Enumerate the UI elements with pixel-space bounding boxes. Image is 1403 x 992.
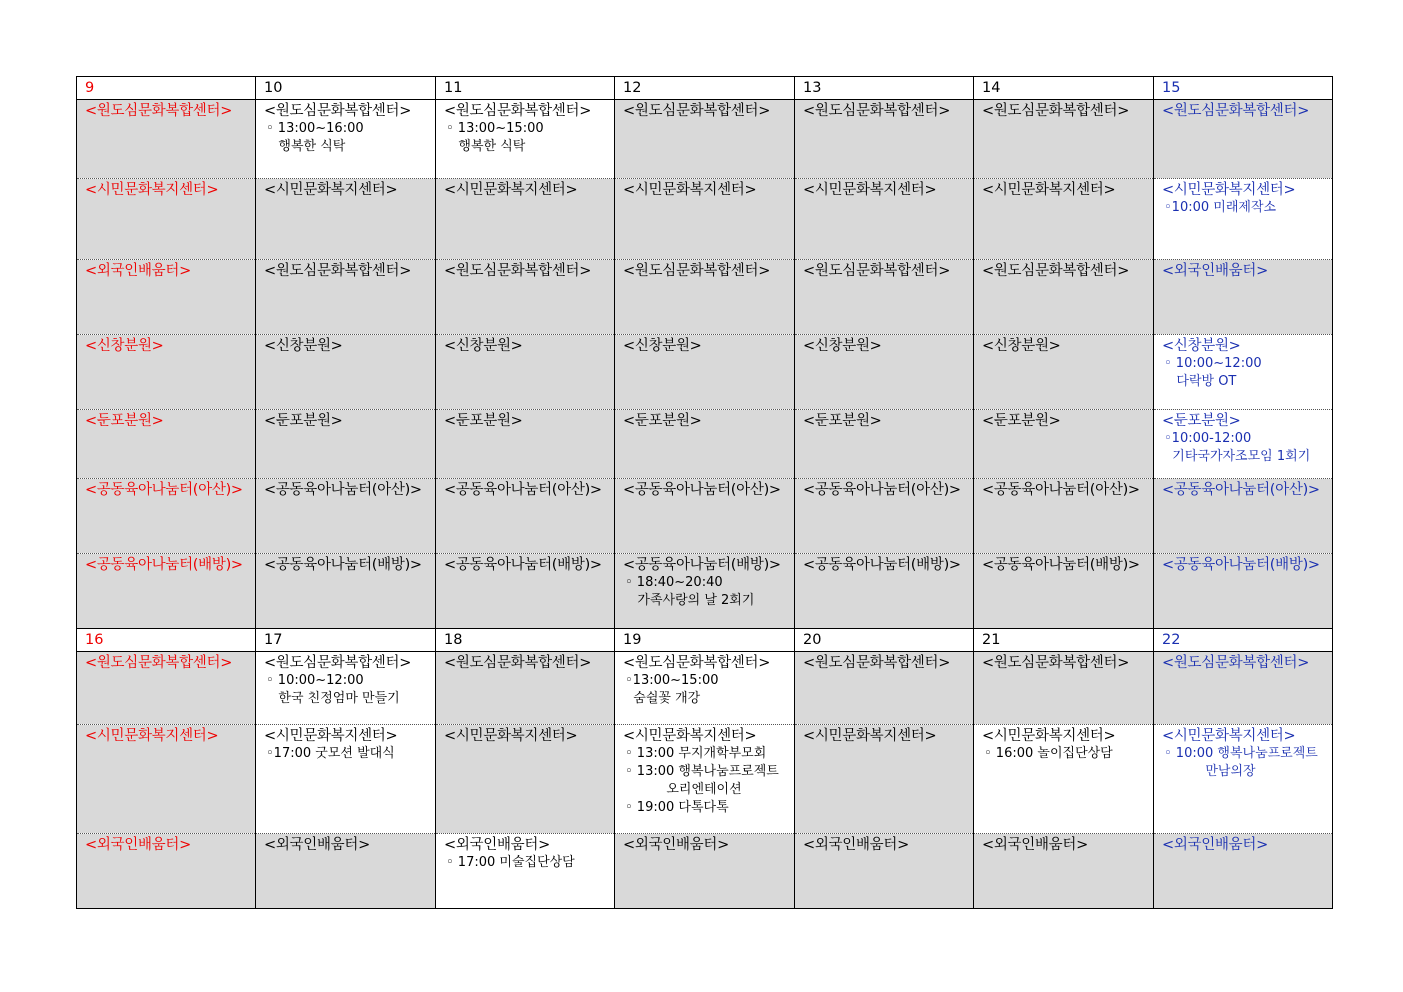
schedule-cell [436, 179, 615, 260]
venue-title: <공동육아나눔터(배방)> [444, 557, 602, 573]
date-cell: 21 [974, 629, 1154, 652]
venue-title: <외국인배움터> [85, 837, 191, 853]
schedule-cell [436, 554, 615, 629]
schedule-cell [436, 725, 615, 834]
event-line: 다락방 OT [1164, 374, 1237, 389]
schedule-cell [615, 652, 795, 725]
venue-title: <공동육아나눔터(배방)> [623, 557, 781, 573]
schedule-cell [256, 335, 436, 410]
schedule-cell [615, 554, 795, 629]
venue-title: <외국인배움터> [264, 837, 370, 853]
venue-title: <원도심문화복합센터> [803, 263, 951, 279]
venue-title: <신창분원> [264, 338, 343, 354]
venue-title: <원도심문화복합센터> [264, 103, 412, 119]
event-line: ◦ 19:00 다톡다톡 [625, 800, 729, 815]
venue-row [77, 335, 1333, 410]
venue-row [77, 179, 1333, 260]
schedule-cell [256, 260, 436, 335]
venue-row [77, 652, 1333, 725]
venue-title: <원도심문화복합센터> [982, 655, 1130, 671]
venue-title: <시민문화복지센터> [1162, 182, 1296, 198]
schedule-cell [77, 100, 256, 179]
event-line: 만남의장 [1164, 764, 1256, 779]
venue-title: <원도심문화복합센터> [982, 103, 1130, 119]
schedule-cell [77, 834, 256, 909]
schedule-cell [436, 479, 615, 554]
schedule-cell [615, 260, 795, 335]
event-line: 기타국가자조모임 1회기 [1164, 449, 1311, 464]
venue-title: <둔포분원> [623, 413, 702, 429]
venue-title: <원도심문화복합센터> [982, 263, 1130, 279]
schedule-cell [436, 260, 615, 335]
schedule-cell [974, 554, 1154, 629]
venue-title: <공동육아나눔터(아산)> [623, 482, 781, 498]
event-line: ◦ 13:00~16:00 [266, 121, 364, 136]
venue-title: <원도심문화복합센터> [444, 263, 592, 279]
event-line: ◦ 17:00 미술집단상담 [446, 855, 575, 870]
venue-title: <시민문화복지센터> [444, 728, 578, 744]
date-cell: 19 [615, 629, 795, 652]
schedule-cell [436, 100, 615, 179]
venue-title: <외국인배움터> [803, 837, 909, 853]
schedule-cell [615, 335, 795, 410]
schedule-cell [974, 100, 1154, 179]
schedule-cell [77, 335, 256, 410]
schedule-cell [256, 652, 436, 725]
venue-row [77, 100, 1333, 179]
schedule-cell [77, 554, 256, 629]
date-cell: 9 [77, 77, 256, 100]
schedule-cell [256, 554, 436, 629]
schedule-cell [795, 335, 974, 410]
schedule-cell [974, 479, 1154, 554]
venue-title: <원도심문화복합센터> [803, 103, 951, 119]
venue-title: <외국인배움터> [1162, 263, 1268, 279]
schedule-cell [795, 410, 974, 479]
monthly-schedule-calendar [76, 76, 1333, 909]
venue-title: <공동육아나눔터(아산)> [264, 482, 422, 498]
schedule-cell [256, 100, 436, 179]
date-cell: 17 [256, 629, 436, 652]
event-line: 오리엔테이션 [625, 782, 742, 797]
schedule-cell [795, 260, 974, 335]
event-line: 숨쉴꽃 개강 [625, 691, 701, 706]
venue-title: <신창분원> [982, 338, 1061, 354]
schedule-cell [1154, 335, 1333, 410]
schedule-cell [615, 100, 795, 179]
date-header-row [77, 77, 1333, 100]
venue-title: <원도심문화복합센터> [623, 655, 771, 671]
venue-title: <신창분원> [1162, 338, 1241, 354]
venue-title: <시민문화복지센터> [85, 728, 219, 744]
venue-title: <시민문화복지센터> [444, 182, 578, 198]
schedule-cell [77, 725, 256, 834]
venue-title: <공동육아나눔터(배방)> [264, 557, 422, 573]
venue-title: <둔포분원> [1162, 413, 1241, 429]
venue-title: <외국인배움터> [85, 263, 191, 279]
venue-title: <공동육아나눔터(배방)> [982, 557, 1140, 573]
schedule-cell [256, 834, 436, 909]
venue-title: <공동육아나눔터(아산)> [982, 482, 1140, 498]
date-cell: 22 [1154, 629, 1333, 652]
schedule-cell [77, 260, 256, 335]
schedule-cell [436, 834, 615, 909]
venue-title: <둔포분원> [264, 413, 343, 429]
schedule-cell [436, 410, 615, 479]
schedule-cell [256, 725, 436, 834]
schedule-cell [795, 100, 974, 179]
date-cell: 16 [77, 629, 256, 652]
event-line: ◦10:00 미래제작소 [1164, 200, 1277, 215]
venue-title: <시민문화복지센터> [264, 182, 398, 198]
venue-title: <원도심문화복합센터> [803, 655, 951, 671]
date-cell: 12 [615, 77, 795, 100]
schedule-cell [77, 410, 256, 479]
venue-title: <공동육아나눔터(아산)> [803, 482, 961, 498]
schedule-cell [436, 335, 615, 410]
schedule-cell [1154, 725, 1333, 834]
schedule-cell [795, 479, 974, 554]
event-line: 한국 친정엄마 만들기 [266, 691, 400, 706]
schedule-cell [795, 652, 974, 725]
schedule-cell [615, 179, 795, 260]
venue-title: <원도심문화복합센터> [264, 263, 412, 279]
venue-row [77, 554, 1333, 629]
venue-title: <신창분원> [444, 338, 523, 354]
event-line: 가족사랑의 날 2회기 [625, 593, 755, 608]
venue-title: <원도심문화복합센터> [444, 103, 592, 119]
venue-title: <시민문화복지센터> [803, 728, 937, 744]
venue-title: <시민문화복지센터> [803, 182, 937, 198]
schedule-cell [974, 260, 1154, 335]
venue-title: <둔포분원> [85, 413, 164, 429]
event-line: 행복한 식탁 [266, 139, 346, 154]
event-line: ◦ 10:00~12:00 [1164, 356, 1262, 371]
schedule-cell [795, 554, 974, 629]
venue-title: <둔포분원> [444, 413, 523, 429]
event-line: ◦ 13:00 행복나눔프로젝트 [625, 764, 779, 779]
schedule-cell [974, 335, 1154, 410]
venue-title: <원도심문화복합센터> [85, 655, 233, 671]
venue-row [77, 410, 1333, 479]
venue-title: <공동육아나눔터(아산)> [85, 482, 243, 498]
schedule-cell [1154, 260, 1333, 335]
venue-title: <둔포분원> [982, 413, 1061, 429]
venue-title: <원도심문화복합센터> [85, 103, 233, 119]
venue-title: <외국인배움터> [444, 837, 550, 853]
venue-title: <둔포분원> [803, 413, 882, 429]
schedule-cell [974, 652, 1154, 725]
schedule-cell [974, 179, 1154, 260]
date-cell: 15 [1154, 77, 1333, 100]
venue-title: <원도심문화복합센터> [623, 103, 771, 119]
event-line: ◦10:00-12:00 [1164, 431, 1252, 446]
schedule-cell [1154, 179, 1333, 260]
venue-title: <공동육아나눔터(배방)> [1162, 557, 1320, 573]
schedule-cell [615, 410, 795, 479]
venue-title: <공동육아나눔터(배방)> [85, 557, 243, 573]
venue-row [77, 260, 1333, 335]
venue-title: <시민문화복지센터> [623, 728, 757, 744]
venue-row [77, 834, 1333, 909]
calendar-body [77, 77, 1333, 909]
schedule-cell [974, 410, 1154, 479]
schedule-cell [77, 652, 256, 725]
event-line: 행복한 식탁 [446, 139, 526, 154]
venue-title: <원도심문화복합센터> [264, 655, 412, 671]
schedule-cell [795, 179, 974, 260]
schedule-cell [1154, 652, 1333, 725]
schedule-cell [77, 179, 256, 260]
schedule-cell [436, 652, 615, 725]
date-cell: 18 [436, 629, 615, 652]
venue-row [77, 479, 1333, 554]
schedule-cell [795, 834, 974, 909]
venue-title: <시민문화복지센터> [1162, 728, 1296, 744]
venue-title: <시민문화복지센터> [85, 182, 219, 198]
event-line: ◦ 10:00 행복나눔프로젝트 [1164, 746, 1318, 761]
schedule-cell [256, 410, 436, 479]
schedule-cell [1154, 410, 1333, 479]
schedule-cell [256, 179, 436, 260]
event-line: ◦13:00~15:00 [625, 673, 719, 688]
schedule-cell [615, 725, 795, 834]
event-line: ◦17:00 굿모션 발대식 [266, 746, 395, 761]
date-cell: 10 [256, 77, 436, 100]
venue-title: <신창분원> [623, 338, 702, 354]
date-cell: 14 [974, 77, 1154, 100]
venue-title: <시민문화복지센터> [264, 728, 398, 744]
venue-title: <공동육아나눔터(아산)> [1162, 482, 1320, 498]
event-line: ◦ 18:40~20:40 [625, 575, 723, 590]
schedule-cell [974, 834, 1154, 909]
schedule-cell [795, 725, 974, 834]
venue-title: <신창분원> [803, 338, 882, 354]
date-cell: 20 [795, 629, 974, 652]
schedule-cell [77, 479, 256, 554]
date-cell: 11 [436, 77, 615, 100]
venue-title: <시민문화복지센터> [982, 728, 1116, 744]
event-line: ◦ 13:00~15:00 [446, 121, 544, 136]
venue-title: <신창분원> [85, 338, 164, 354]
schedule-cell [1154, 554, 1333, 629]
venue-title: <외국인배움터> [1162, 837, 1268, 853]
date-header-row [77, 629, 1333, 652]
schedule-cell [256, 479, 436, 554]
schedule-cell [615, 834, 795, 909]
schedule-cell [1154, 834, 1333, 909]
venue-row [77, 725, 1333, 834]
schedule-cell [1154, 479, 1333, 554]
venue-title: <외국인배움터> [982, 837, 1088, 853]
schedule-cell [615, 479, 795, 554]
event-line: ◦ 16:00 놀이집단상담 [984, 746, 1113, 761]
venue-title: <시민문화복지센터> [982, 182, 1116, 198]
venue-title: <공동육아나눔터(배방)> [803, 557, 961, 573]
date-cell: 13 [795, 77, 974, 100]
venue-title: <시민문화복지센터> [623, 182, 757, 198]
venue-title: <원도심문화복합센터> [1162, 655, 1310, 671]
schedule-cell [974, 725, 1154, 834]
schedule-cell [1154, 100, 1333, 179]
venue-title: <원도심문화복합센터> [444, 655, 592, 671]
venue-title: <공동육아나눔터(아산)> [444, 482, 602, 498]
venue-title: <원도심문화복합센터> [1162, 103, 1310, 119]
event-line: ◦ 13:00 무지개학부모회 [625, 746, 767, 761]
venue-title: <원도심문화복합센터> [623, 263, 771, 279]
event-line: ◦ 10:00~12:00 [266, 673, 364, 688]
venue-title: <외국인배움터> [623, 837, 729, 853]
